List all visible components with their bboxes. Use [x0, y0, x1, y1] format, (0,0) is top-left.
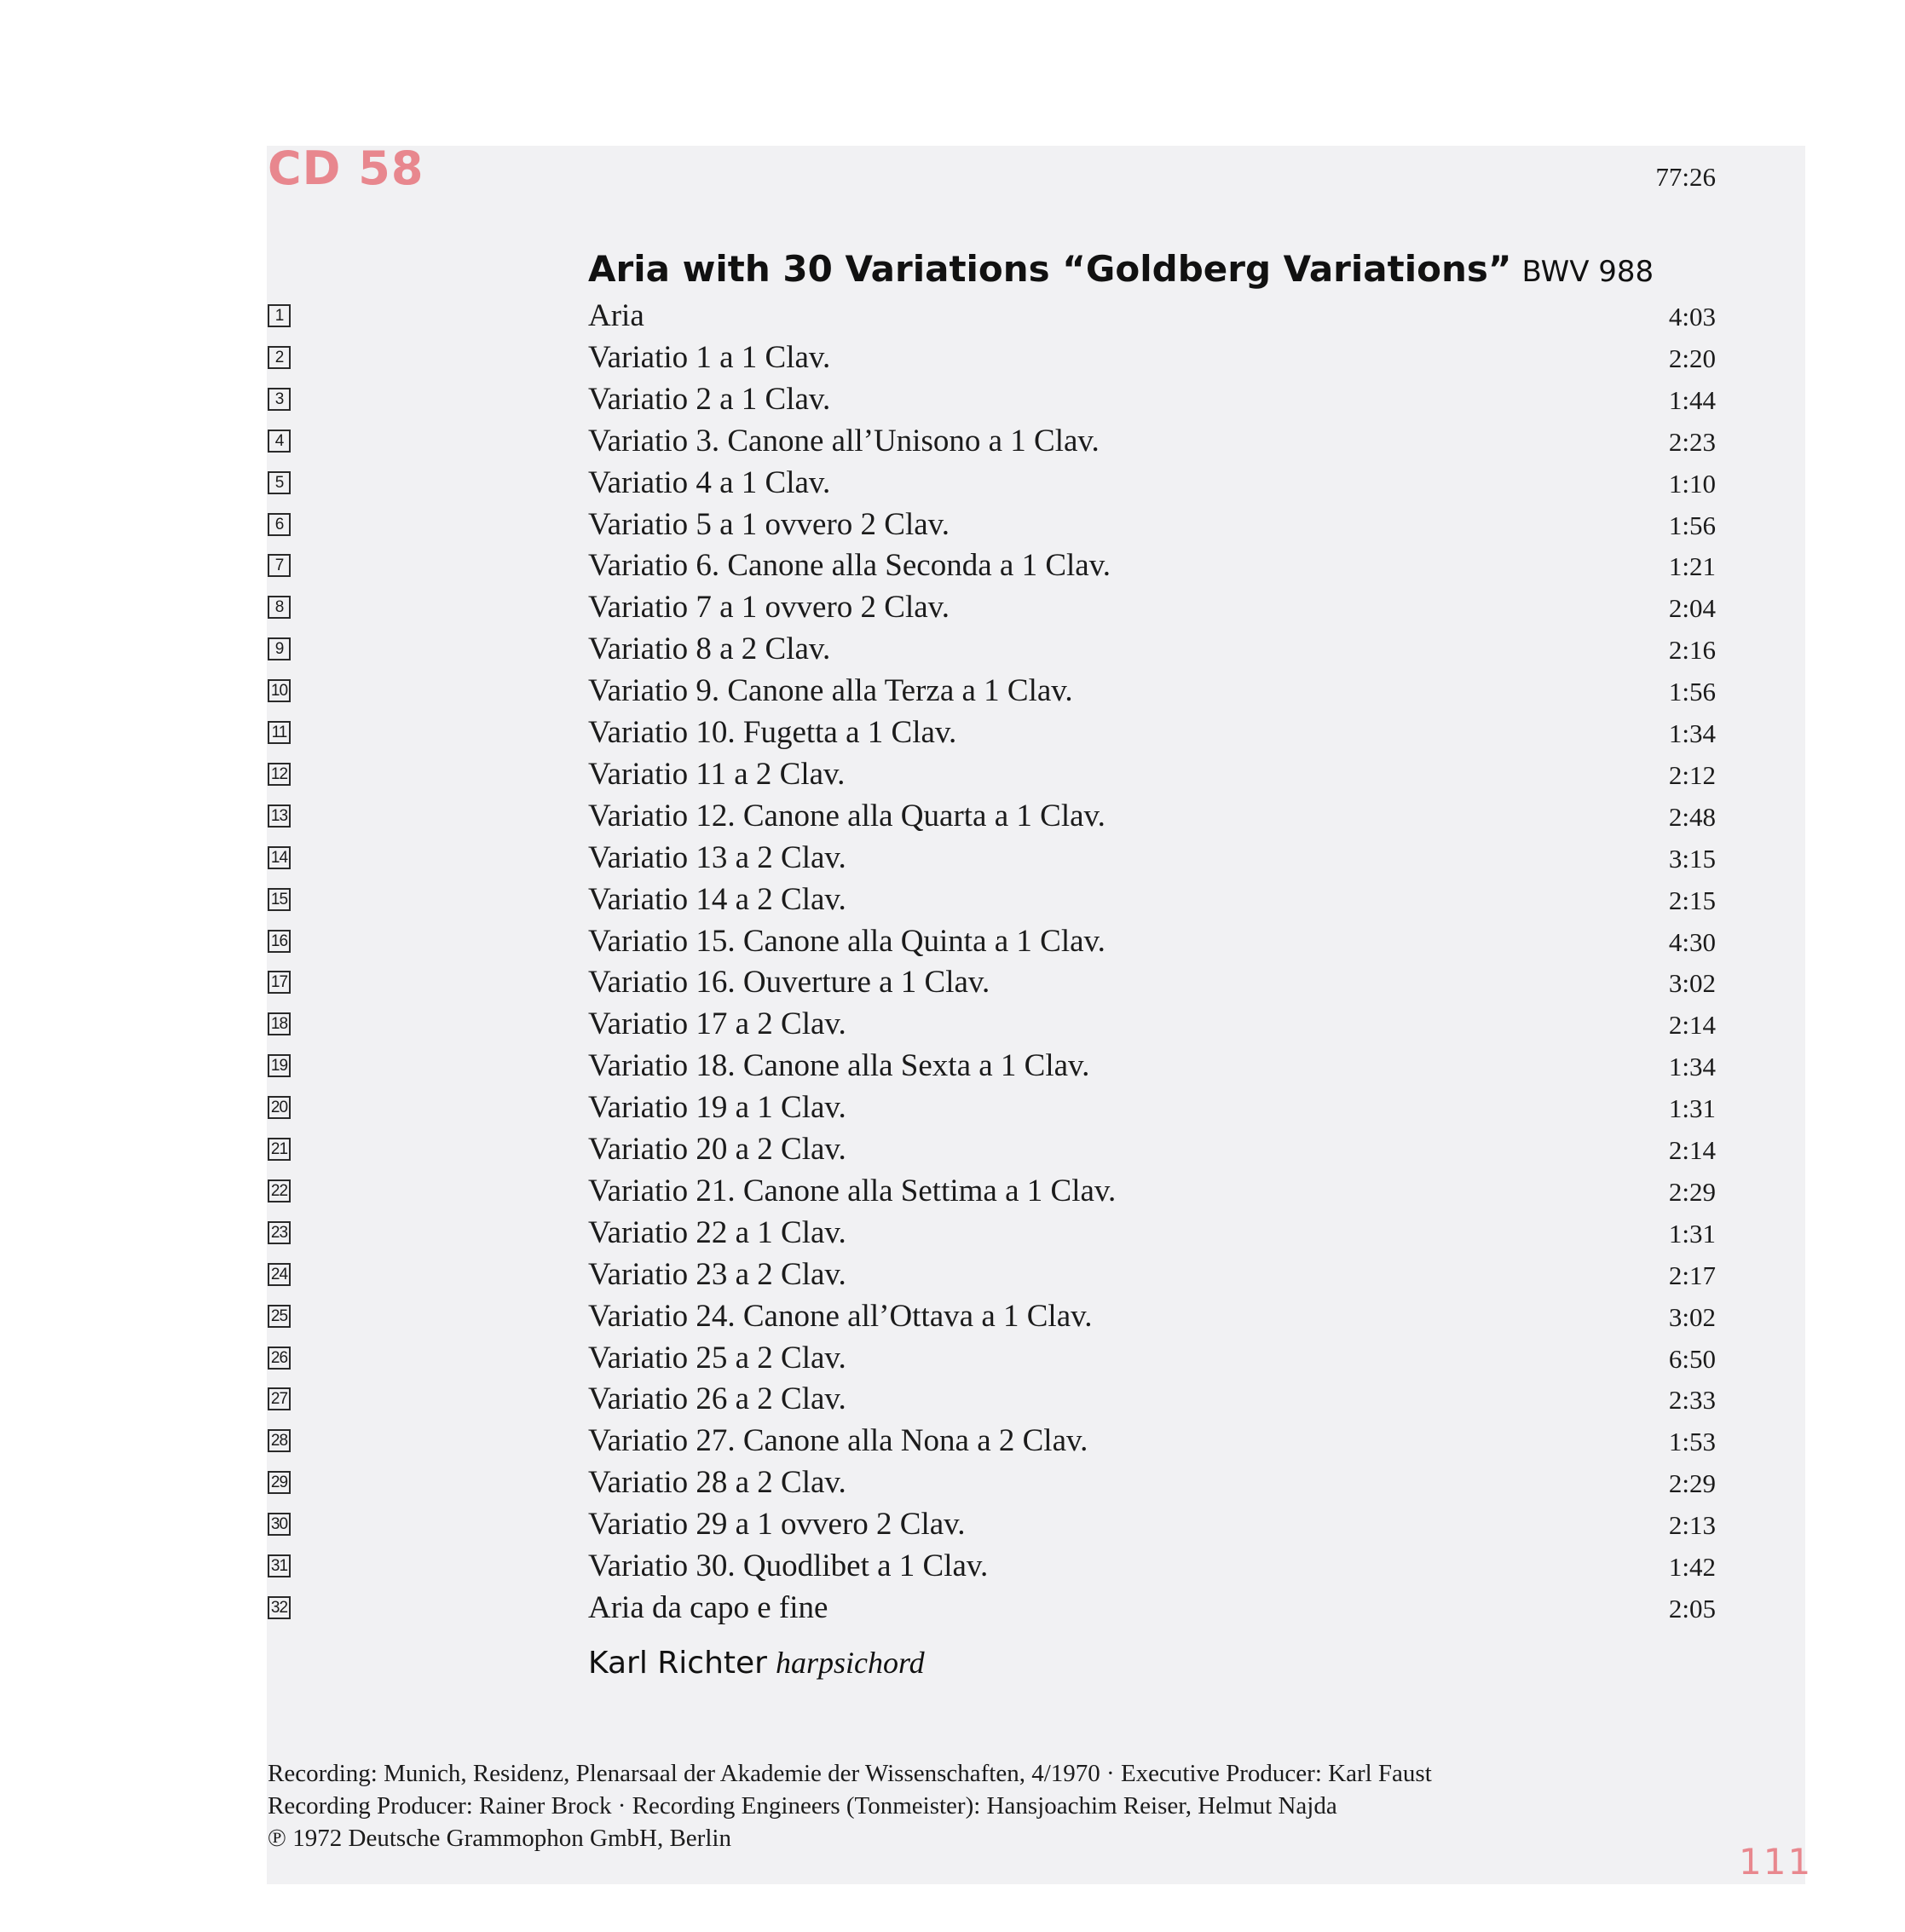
performer-name: Karl Richter [588, 1646, 767, 1681]
track-number-box: 3 [268, 388, 291, 411]
track-number-box: 25 [268, 1305, 291, 1328]
track-row [0, 1003, 1905, 1045]
track-number-box: 7 [268, 554, 291, 577]
track-duration: 1:56 [1668, 510, 1716, 540]
track-number-box: 10 [268, 679, 291, 702]
track-row [0, 1295, 1905, 1337]
track-title: Variatio 14 a 2 Clav. [588, 881, 846, 917]
track-title: Variatio 28 a 2 Clav. [588, 1465, 846, 1501]
track-duration: 2:14 [1668, 1135, 1716, 1165]
track-title: Variatio 8 a 2 Clav. [588, 632, 831, 667]
track-duration: 1:56 [1668, 677, 1716, 707]
track-title: Variatio 15. Canone alla Quinta a 1 Clav. [588, 923, 1105, 959]
track-row [0, 545, 1905, 586]
track-duration: 3:15 [1668, 843, 1716, 874]
track-title: Variatio 1 a 1 Clav. [588, 339, 831, 375]
track-row [0, 1212, 1905, 1254]
track-row [0, 1420, 1905, 1462]
track-row [0, 420, 1905, 462]
track-duration: 2:29 [1668, 1176, 1716, 1207]
track-number-box: 9 [268, 637, 291, 660]
track-title: Variatio 6. Canone alla Seconda a 1 Clav. [588, 548, 1111, 584]
track-duration: 1:31 [1668, 1218, 1716, 1249]
track-title: Variatio 3. Canone all’Unisono a 1 Clav. [588, 423, 1100, 458]
credits-line-1: Recording: Munich, Residenz, Plenarsaal der Akademie der Wissenschaften, 4/1970 · Executive Producer: Karl Faust [268, 1760, 1432, 1787]
track-row [0, 1337, 1905, 1379]
track-number-box: 6 [268, 513, 291, 536]
track-number-box: 11 [268, 721, 291, 744]
track-duration: 2:13 [1668, 1510, 1716, 1541]
track-title: Variatio 19 a 1 Clav. [588, 1090, 846, 1126]
track-duration: 1:53 [1668, 1427, 1716, 1457]
track-duration: 3:02 [1668, 968, 1716, 999]
track-title: Variatio 10. Fugetta a 1 Clav. [588, 715, 957, 750]
track-row [0, 295, 1905, 337]
track-row [0, 1045, 1905, 1087]
track-row [0, 337, 1905, 378]
track-number-box: 18 [268, 1012, 291, 1035]
track-number-box: 23 [268, 1221, 291, 1244]
track-duration: 1:10 [1668, 468, 1716, 499]
track-title: Variatio 29 a 1 ovvero 2 Clav. [588, 1507, 966, 1543]
track-title: Variatio 27. Canone alla Nona a 2 Clav. [588, 1423, 1088, 1459]
track-row [0, 1462, 1905, 1503]
cd-label: CD 58 [268, 141, 424, 195]
track-duration: 1:44 [1668, 384, 1716, 415]
credits-line-2: Recording Producer: Rainer Brock · Recording Engineers (Tonmeister): Hansjoachim Reiser, Helmut Najda [268, 1792, 1337, 1820]
track-duration: 2:12 [1668, 759, 1716, 790]
track-row [0, 462, 1905, 504]
track-duration: 2:23 [1668, 426, 1716, 457]
track-number-box: 1 [268, 304, 291, 327]
track-number-box: 12 [268, 763, 291, 786]
work-title-text: Aria with 30 Variations “Goldberg Variations” [588, 248, 1512, 290]
track-duration: 1:21 [1668, 551, 1716, 582]
track-number-box: 17 [268, 971, 291, 994]
track-title: Variatio 13 a 2 Clav. [588, 839, 846, 875]
track-number-box: 26 [268, 1347, 291, 1370]
track-duration: 1:31 [1668, 1093, 1716, 1124]
recording-credits [268, 1757, 1802, 1854]
track-row [0, 920, 1905, 962]
work-catalogue-number: BWV 988 [1521, 255, 1654, 289]
track-title: Variatio 30. Quodlibet a 1 Clav. [588, 1548, 989, 1583]
track-row [0, 628, 1905, 670]
track-row [0, 1545, 1905, 1587]
track-number-box: 32 [268, 1596, 291, 1619]
track-duration: 1:34 [1668, 1052, 1716, 1082]
track-title: Variatio 26 a 2 Clav. [588, 1381, 846, 1417]
track-duration: 2:14 [1668, 1010, 1716, 1041]
total-time: 77:26 [1655, 162, 1716, 192]
track-number-box: 13 [268, 805, 291, 828]
track-row [0, 1378, 1905, 1420]
track-title: Variatio 20 a 2 Clav. [588, 1132, 846, 1167]
track-duration: 4:30 [1668, 926, 1716, 957]
track-row [0, 1128, 1905, 1170]
track-duration: 2:29 [1668, 1468, 1716, 1499]
track-duration: 2:15 [1668, 885, 1716, 915]
track-duration: 2:20 [1668, 343, 1716, 373]
track-number-box: 24 [268, 1263, 291, 1286]
track-row [0, 712, 1905, 753]
track-row [0, 1254, 1905, 1295]
track-duration: 2:33 [1668, 1385, 1716, 1416]
track-number-box: 30 [268, 1513, 291, 1536]
track-title: Variatio 23 a 2 Clav. [588, 1256, 846, 1292]
track-title: Variatio 9. Canone alla Terza a 1 Clav. [588, 673, 1073, 709]
track-title: Variatio 11 a 2 Clav. [588, 756, 846, 792]
track-duration: 3:02 [1668, 1301, 1716, 1332]
track-number-box: 4 [268, 430, 291, 453]
track-row [0, 879, 1905, 920]
track-title: Variatio 16. Ouverture a 1 Clav. [588, 965, 990, 1001]
track-number-box: 28 [268, 1429, 291, 1452]
track-title: Aria [588, 298, 644, 333]
track-duration: 1:34 [1668, 718, 1716, 748]
track-number-box: 5 [268, 471, 291, 494]
track-number-box: 19 [268, 1054, 291, 1077]
track-title: Variatio 12. Canone alla Quarta a 1 Clav. [588, 798, 1105, 833]
track-title: Variatio 22 a 1 Clav. [588, 1214, 846, 1250]
track-number-box: 31 [268, 1554, 291, 1577]
track-row [0, 586, 1905, 628]
track-duration: 1:42 [1668, 1552, 1716, 1582]
track-number-box: 14 [268, 846, 291, 869]
track-number-box: 2 [268, 346, 291, 369]
track-title: Variatio 21. Canone alla Settima a 1 Clav. [588, 1173, 1117, 1208]
track-row [0, 378, 1905, 420]
track-duration: 2:48 [1668, 801, 1716, 832]
track-row [0, 795, 1905, 837]
track-title: Variatio 4 a 1 Clav. [588, 464, 831, 500]
track-row [0, 753, 1905, 795]
page-number: 111 [1739, 1841, 1813, 1883]
performer-instrument: harpsichord [775, 1646, 925, 1680]
track-row [0, 837, 1905, 879]
track-duration: 2:04 [1668, 593, 1716, 624]
track-number-box: 15 [268, 888, 291, 911]
track-duration: 2:05 [1668, 1593, 1716, 1623]
track-duration: 2:16 [1668, 635, 1716, 666]
track-title: Variatio 5 a 1 ovvero 2 Clav. [588, 506, 950, 542]
track-row [0, 1587, 1905, 1629]
track-title: Variatio 7 a 1 ovvero 2 Clav. [588, 590, 950, 626]
track-title: Aria da capo e fine [588, 1589, 828, 1625]
track-number-box: 20 [268, 1096, 291, 1119]
track-number-box: 22 [268, 1179, 291, 1202]
track-number-box: 8 [268, 596, 291, 619]
track-duration: 4:03 [1668, 302, 1716, 332]
track-number-box: 21 [268, 1138, 291, 1161]
track-title: Variatio 17 a 2 Clav. [588, 1006, 846, 1042]
track-title: Variatio 18. Canone alla Sexta a 1 Clav. [588, 1048, 1090, 1084]
track-title: Variatio 24. Canone all’Ottava a 1 Clav. [588, 1298, 1093, 1334]
track-number-box: 16 [268, 930, 291, 953]
credits-line-3: ℗ 1972 Deutsche Grammophon GmbH, Berlin [268, 1825, 731, 1852]
track-row [0, 504, 1905, 545]
track-number-box: 29 [268, 1471, 291, 1494]
track-row [0, 1087, 1905, 1128]
track-title: Variatio 25 a 2 Clav. [588, 1340, 846, 1375]
track-row [0, 1170, 1905, 1212]
track-number-box: 27 [268, 1387, 291, 1410]
track-row [0, 961, 1905, 1003]
track-row [0, 1503, 1905, 1545]
work-title [588, 248, 1654, 290]
track-row [0, 670, 1905, 712]
track-duration: 2:17 [1668, 1260, 1716, 1290]
track-title: Variatio 2 a 1 Clav. [588, 381, 831, 417]
track-duration: 6:50 [1668, 1343, 1716, 1374]
performer [588, 1645, 925, 1681]
